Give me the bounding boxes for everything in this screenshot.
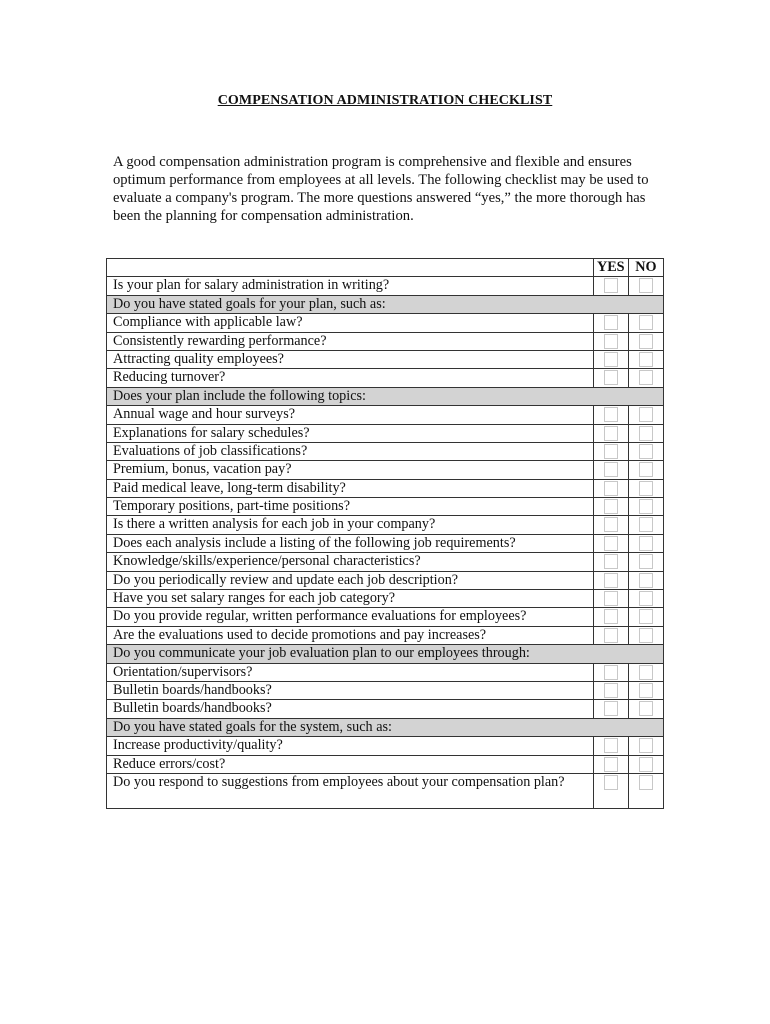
no-cell [628,498,663,516]
question-text: Does each analysis include a listing of the following job requirements? [107,534,594,552]
no-cell [628,755,663,773]
no-cell [628,773,663,808]
question-text: Do you periodically review and update each job description? [107,571,594,589]
section-heading: Does your plan include the following topics: [107,387,664,405]
no-checkbox[interactable] [639,481,653,496]
question-text: Attracting quality employees? [107,350,594,368]
checklist-table [106,258,664,809]
question-text: Explanations for salary schedules? [107,424,594,442]
yes-cell [593,498,628,516]
no-cell [628,314,663,332]
no-checkbox[interactable] [639,701,653,716]
table-row [107,406,664,424]
yes-cell [593,442,628,460]
question-text: Increase productivity/quality? [107,737,594,755]
yes-cell [593,755,628,773]
yes-checkbox[interactable] [604,517,618,532]
yes-cell [593,681,628,699]
table-row [107,332,664,350]
yes-checkbox[interactable] [604,499,618,514]
table-row [107,755,664,773]
section-row [107,295,664,313]
yes-checkbox[interactable] [604,701,618,716]
table-row [107,571,664,589]
no-checkbox[interactable] [639,352,653,367]
yes-checkbox[interactable] [604,683,618,698]
table-row [107,516,664,534]
section-row [107,387,664,405]
no-checkbox[interactable] [639,738,653,753]
no-checkbox[interactable] [639,370,653,385]
no-cell [628,350,663,368]
table-row [107,461,664,479]
table-row [107,608,664,626]
no-checkbox[interactable] [639,315,653,330]
question-text: Reducing turnover? [107,369,594,387]
yes-checkbox[interactable] [604,462,618,477]
yes-cell [593,553,628,571]
yes-checkbox[interactable] [604,775,618,790]
yes-checkbox[interactable] [604,738,618,753]
no-checkbox[interactable] [639,517,653,532]
yes-checkbox[interactable] [604,609,618,624]
yes-cell [593,424,628,442]
no-checkbox[interactable] [639,775,653,790]
no-checkbox[interactable] [639,499,653,514]
no-checkbox[interactable] [639,591,653,606]
yes-checkbox[interactable] [604,444,618,459]
question-text: Orientation/supervisors? [107,663,594,681]
table-row [107,479,664,497]
question-text: Are the evaluations used to decide promotions and pay increases? [107,626,594,644]
table-row [107,590,664,608]
no-cell [628,571,663,589]
no-cell [628,369,663,387]
question-text: Compliance with applicable law? [107,314,594,332]
yes-cell [593,534,628,552]
question-text: Premium, bonus, vacation pay? [107,461,594,479]
no-cell [628,626,663,644]
table-row [107,277,664,295]
table-row [107,350,664,368]
question-text: Consistently rewarding performance? [107,332,594,350]
yes-cell [593,461,628,479]
question-text: Temporary positions, part-time positions? [107,498,594,516]
yes-cell [593,479,628,497]
table-row [107,369,664,387]
section-row [107,645,664,663]
question-text: Evaluations of job classifications? [107,442,594,460]
question-text: Annual wage and hour surveys? [107,406,594,424]
section-heading: Do you have stated goals for the system, such as: [107,718,664,736]
yes-checkbox[interactable] [604,407,618,422]
table-row [107,498,664,516]
yes-cell [593,406,628,424]
question-text: Paid medical leave, long-term disability? [107,479,594,497]
yes-checkbox[interactable] [604,591,618,606]
yes-column-header: YES [593,259,628,277]
no-cell [628,590,663,608]
no-cell [628,424,663,442]
yes-cell [593,700,628,718]
yes-cell [593,608,628,626]
question-text: Do you respond to suggestions from employees about your compensation plan? [107,773,594,808]
yes-cell [593,663,628,681]
yes-checkbox[interactable] [604,352,618,367]
yes-cell [593,277,628,295]
table-row [107,773,664,808]
table-row [107,534,664,552]
no-cell [628,700,663,718]
table-row [107,314,664,332]
no-checkbox[interactable] [639,683,653,698]
table-row [107,700,664,718]
yes-cell [593,369,628,387]
no-cell [628,461,663,479]
no-checkbox[interactable] [639,628,653,643]
question-text: Is your plan for salary administration in writing? [107,277,594,295]
no-cell [628,332,663,350]
question-text: Have you set salary ranges for each job category? [107,590,594,608]
section-row [107,718,664,736]
question-text: Bulletin boards/handbooks? [107,700,594,718]
yes-cell [593,590,628,608]
yes-cell [593,626,628,644]
table-header-row [107,259,664,277]
no-checkbox[interactable] [639,573,653,588]
intro-paragraph: A good compensation administration program is comprehensive and flexible and ensures optimum performance from employees at all levels. The following checklist may be used to evaluate a company's program. The more questions answered “yes,” the more thorough has been the planning for compensation administration. [113,154,649,224]
yes-checkbox[interactable] [604,278,618,293]
no-checkbox[interactable] [639,609,653,624]
no-checkbox[interactable] [639,426,653,441]
yes-checkbox[interactable] [604,426,618,441]
table-row [107,626,664,644]
no-cell [628,406,663,424]
no-cell [628,534,663,552]
yes-cell [593,314,628,332]
yes-checkbox[interactable] [604,665,618,680]
no-cell [628,553,663,571]
question-column-header [107,259,594,277]
yes-checkbox[interactable] [604,554,618,569]
no-checkbox[interactable] [639,462,653,477]
yes-checkbox[interactable] [604,573,618,588]
no-cell [628,442,663,460]
no-cell [628,737,663,755]
no-cell [628,663,663,681]
no-cell [628,608,663,626]
yes-cell [593,350,628,368]
table-row [107,553,664,571]
table-row [107,442,664,460]
yes-checkbox[interactable] [604,315,618,330]
yes-cell [593,773,628,808]
yes-checkbox[interactable] [604,628,618,643]
question-text: Knowledge/skills/experience/personal characteristics? [107,553,594,571]
no-cell [628,681,663,699]
yes-cell [593,516,628,534]
no-cell [628,516,663,534]
no-checkbox[interactable] [639,536,653,551]
table-row [107,737,664,755]
table-row [107,681,664,699]
no-checkbox[interactable] [639,665,653,680]
question-text: Is there a written analysis for each job in your company? [107,516,594,534]
question-text: Do you provide regular, written performance evaluations for employees? [107,608,594,626]
no-cell [628,479,663,497]
yes-cell [593,571,628,589]
page-title: COMPENSATION ADMINISTRATION CHECKLIST [217,93,553,108]
no-checkbox[interactable] [639,407,653,422]
table-row [107,663,664,681]
section-heading: Do you have stated goals for your plan, such as: [107,295,664,313]
no-checkbox[interactable] [639,444,653,459]
yes-checkbox[interactable] [604,481,618,496]
no-checkbox[interactable] [639,554,653,569]
yes-cell [593,737,628,755]
yes-checkbox[interactable] [604,536,618,551]
yes-checkbox[interactable] [604,334,618,349]
no-cell [628,277,663,295]
table-row [107,424,664,442]
question-text: Reduce errors/cost? [107,755,594,773]
no-checkbox[interactable] [639,278,653,293]
no-checkbox[interactable] [639,757,653,772]
no-checkbox[interactable] [639,334,653,349]
yes-cell [593,332,628,350]
yes-checkbox[interactable] [604,757,618,772]
yes-checkbox[interactable] [604,370,618,385]
section-heading: Do you communicate your job evaluation plan to our employees through: [107,645,664,663]
no-column-header: NO [628,259,663,277]
question-text: Bulletin boards/handbooks? [107,681,594,699]
